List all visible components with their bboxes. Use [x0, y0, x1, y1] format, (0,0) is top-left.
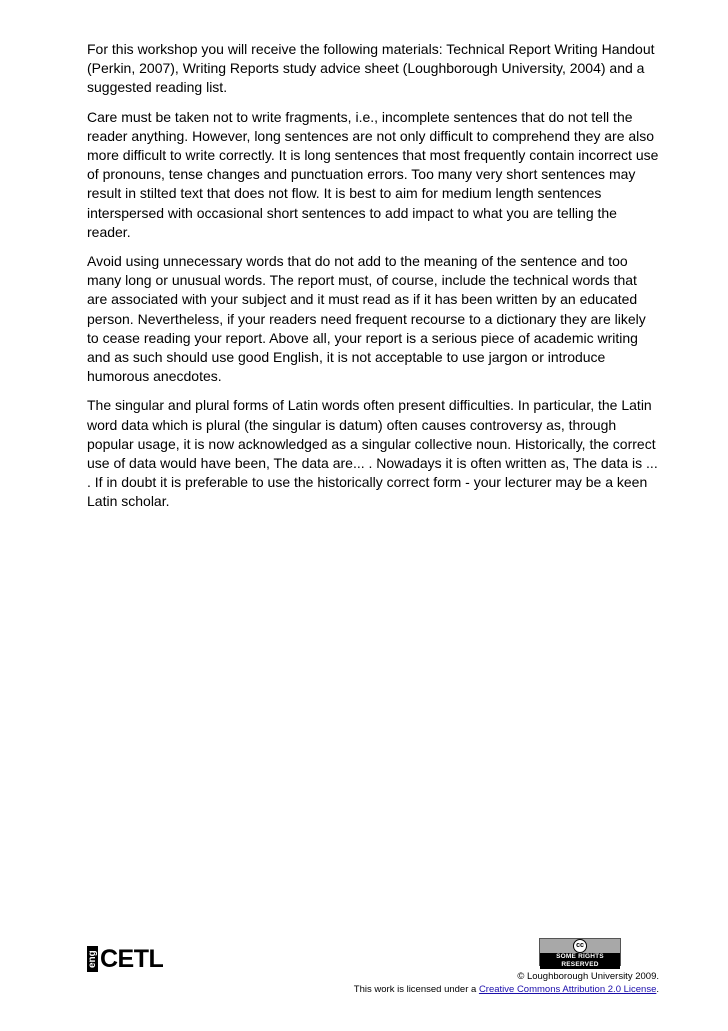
cc-icon: cc	[573, 939, 587, 953]
license-footer	[354, 970, 659, 996]
creative-commons-badge[interactable]	[539, 938, 621, 966]
license-line	[354, 983, 659, 996]
license-prefix: This work is licensed under a	[353, 984, 479, 995]
copyright-line: © Loughborough University 2009.	[517, 971, 659, 982]
cc-badge-text: SOME RIGHTS RESERVED	[540, 953, 620, 969]
paragraph-materials: For this workshop you will receive the following materials: Technical Report Writing Handout (Perkin, 2007), Writing Reports study advice sheet (Loughborough University, 2004) and a suggested reading list.	[87, 41, 655, 96]
paragraph-words: Avoid using unnecessary words that do not add to the meaning of the sentence and too many long or unusual words. The report must, of course, include the technical words that are associated with your subject and it must read as if it has been written by an educated person. Nevertheless, if your readers need frequent recourse to a dictionary they are likely to cease reading your report. Above all, your report is a serious piece of academic writing and as such should use good English, it is not acceptable to use jargon or introduce humorous anecdotes.	[87, 253, 646, 385]
license-suffix: .	[656, 984, 659, 995]
paragraph-sentences: Care must be taken not to write fragments, i.e., incomplete sentences that do not tell the reader anything. However, long sentences are not only difficult to comprehend they are also more difficult to write correctly. It is long sentences that most frequently contain incorrect use of pronouns, tense changes and punctuation errors. Too many very short sentences may result in stilted text that does not flow. It is best to aim for medium length sentences interspersed with occasional short sentences to add impact to what you are telling the reader.	[87, 108, 659, 240]
paragraph-latin: The singular and plural forms of Latin words often present difficulties. In particular, the Latin word data which is plural (the singular is datum) often causes controversy as, through popular usage, it is now acknowledged as a singular collective noun. Historically, the correct use of data would have been, The data are... . Nowadays it is often written as, The data is ... . If in doubt it is preferable to use the historically correct form - your lecturer may be a keen Latin scholar.	[87, 397, 658, 510]
logo-cetl-text: CETL	[100, 945, 164, 973]
logo-eng-mark: eng	[87, 946, 98, 972]
body-text	[87, 40, 659, 522]
engcetl-logo	[87, 946, 163, 972]
license-link[interactable]: Creative Commons Attribution 2.0 License	[478, 984, 657, 995]
